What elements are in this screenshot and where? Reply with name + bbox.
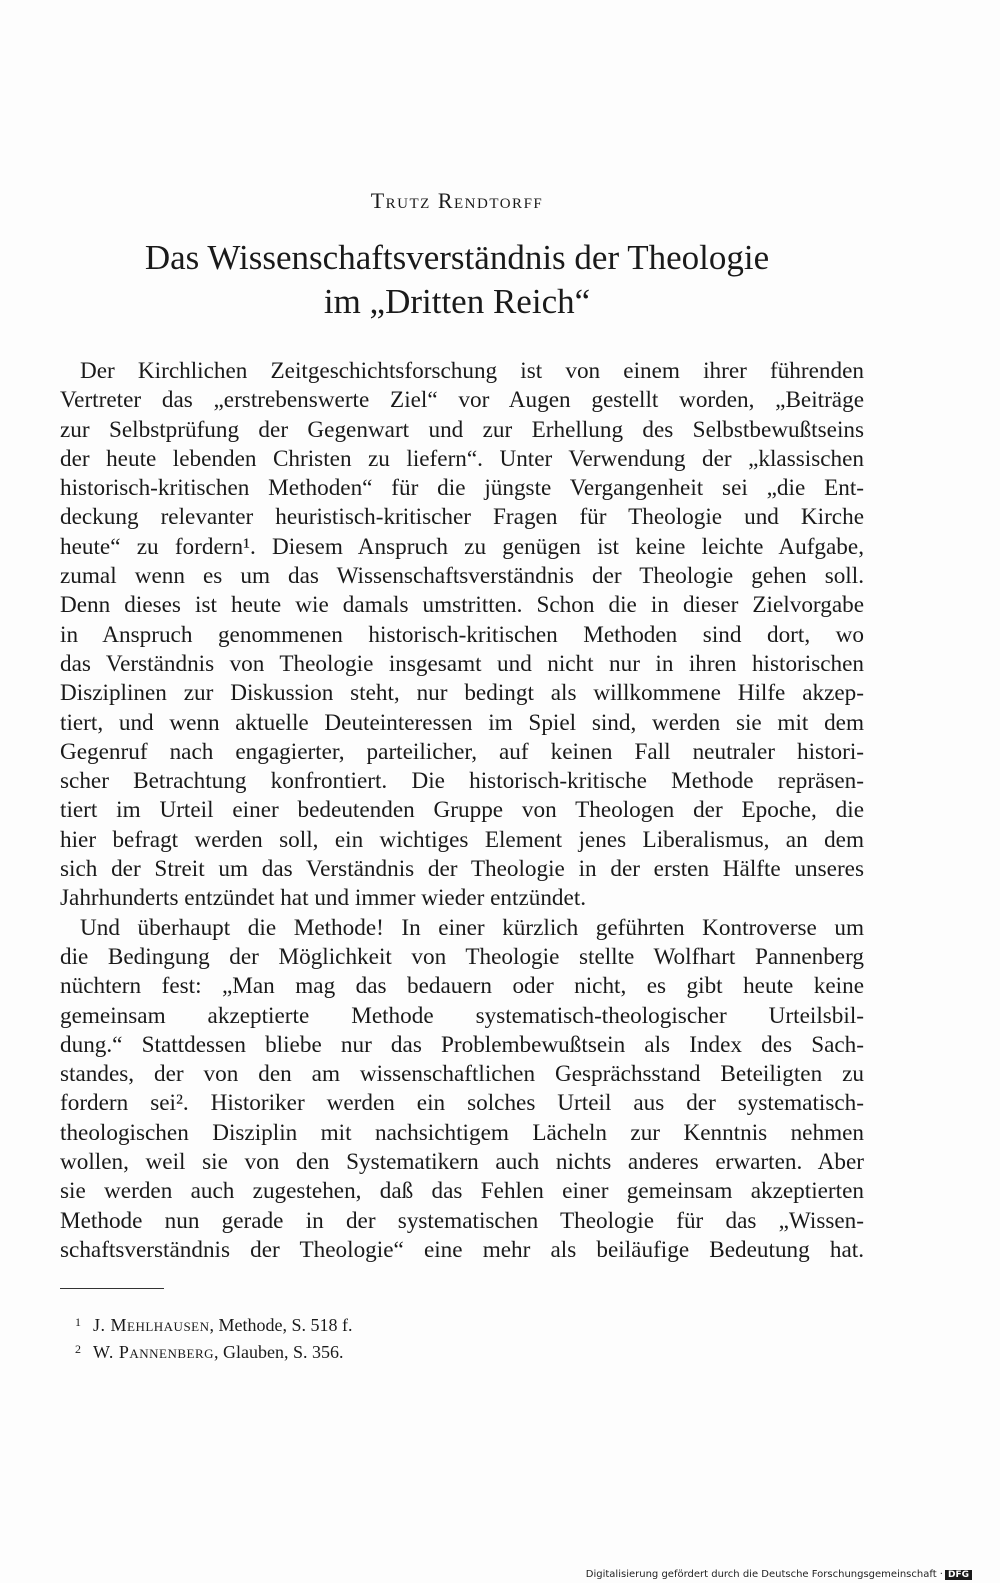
body-line: Der Kirchlichen Zeitgeschichtsforschung ist von einem ihrer führenden [80,358,864,384]
body-line: Und überhaupt die Methode! In einer kürzlich geführten Kontroverse um [80,914,864,941]
footnote-author: J. Mehlhausen [93,1315,210,1335]
body-line: das Verständnis von Theologie insgesamt und nicht nur in ihren historischen [60,650,864,677]
body-line: Vertreter das „erstrebenswerte Ziel“ vor Augen gestellt worden, „Beiträge [60,387,864,414]
body-line: zur Selbstprüfung der Gegenwart und zur Erhellung des Selbstbewußtseins [60,416,864,443]
footnote-number: 2 [75,1342,81,1356]
body-line: sich der Streit um das Verständnis der Theologie in der ersten Hälfte unseres [60,856,864,883]
body-line: nüchtern fest: „Man mag das bedauern oder nicht, es gibt heute keine [60,973,864,1000]
author-name: Trutz Rendtorff [370,188,544,213]
body-line: in Anspruch genommenen historisch-kritischen Methoden sind dort, wo [60,621,864,648]
credit-text: Digitalisierung gefördert durch die Deutsche Forschungsgemeinschaft · [585,1569,943,1580]
body-line: die Bedingung der Möglichkeit von Theologie stellte Wolfhart Pannenberg [60,943,864,970]
article-title [60,236,854,324]
body-line: Denn dieses ist heute wie damals umstritten. Schon die in dieser Zielvorgabe [60,592,864,619]
footnote-number: 1 [75,1315,81,1329]
footnote-2 [75,1337,775,1364]
body-line: tiert im Urteil einer bedeutenden Gruppe von Theologen der Epoche, die [60,797,864,824]
title-line-2: im „Dritten Reich“ [323,282,591,321]
body-line: theologischen Disziplin mit nachsichtigem Lächeln zur Kenntnis nehmen [60,1119,864,1146]
body-text [60,357,864,1265]
body-line: Jahrhunderts entzündet hat und immer wieder entzündet. [60,885,587,912]
body-line: deckung relevanter heuristisch-kritischer Fragen für Theologie und Kirche [60,504,864,531]
body-line: zumal wenn es um das Wissenschaftsverständnis der Theologie gehen soll. [60,563,864,590]
body-line: fordern sei². Historiker werden ein solches Urteil aus der systematisch- [60,1090,864,1117]
body-line: Disziplinen zur Diskussion steht, nur bedingt als willkommene Hilfe akzep- [60,680,864,707]
footnote-divider [60,1288,164,1289]
body-line: hier befragt werden soll, ein wichtiges Element jenes Liberalismus, an dem [60,826,864,853]
body-line: standes, der von den am wissenschaftlichen Gesprächsstand Beteiligten zu [60,1061,864,1088]
dfg-logo: DFG [945,1570,972,1580]
body-line: Gegenruf nach engagierter, parteilicher, auf keinen Fall neutraler histori- [60,738,864,765]
body-line: historisch-kritischen Methoden“ für die jüngste Vergangenheit sei „die Ent- [60,475,864,502]
body-line: wollen, weil sie von den Systematikern auch nichts anderes erwarten. Aber [60,1149,864,1176]
title-line-1: Das Wissenschaftsverständnis der Theologie [144,238,770,277]
body-line: der heute lebenden Christen zu liefern“. Unter Verwendung der „klassischen [60,445,864,472]
footnote-reference: , Glauben, S. 356. [214,1342,344,1362]
footnote-author: W. Pannenberg [93,1342,215,1362]
footnote-1 [75,1310,775,1337]
body-line: heute“ zu fordern¹. Diesem Anspruch zu genügen ist keine leichte Aufgabe, [60,533,864,560]
body-line: Methode nun gerade in der systematischen Theologie für das „Wissen- [60,1207,864,1234]
body-line: scher Betrachtung konfrontiert. Die historisch-kritische Methode repräsen- [60,768,864,795]
body-line: schaftsverständnis der Theologie“ eine mehr als beiläufige Bedeutung hat. [60,1236,864,1263]
body-line: dung.“ Stattdessen bliebe nur das Problembewußtsein als Index des Sach- [60,1031,864,1058]
body-line: tiert, und wenn aktuelle Deuteinteressen im Spiel sind, werden sie mit dem [60,709,864,736]
body-line: gemeinsam akzeptierte Methode systematisch-theologischer Urteilsbil- [60,1002,864,1029]
body-line: sie werden auch zugestehen, daß das Fehlen einer gemeinsam akzeptierten [60,1178,864,1205]
footnote-reference: , Methode, S. 518 f. [209,1315,353,1335]
footnotes [75,1310,775,1364]
digitization-credit [586,1569,972,1580]
